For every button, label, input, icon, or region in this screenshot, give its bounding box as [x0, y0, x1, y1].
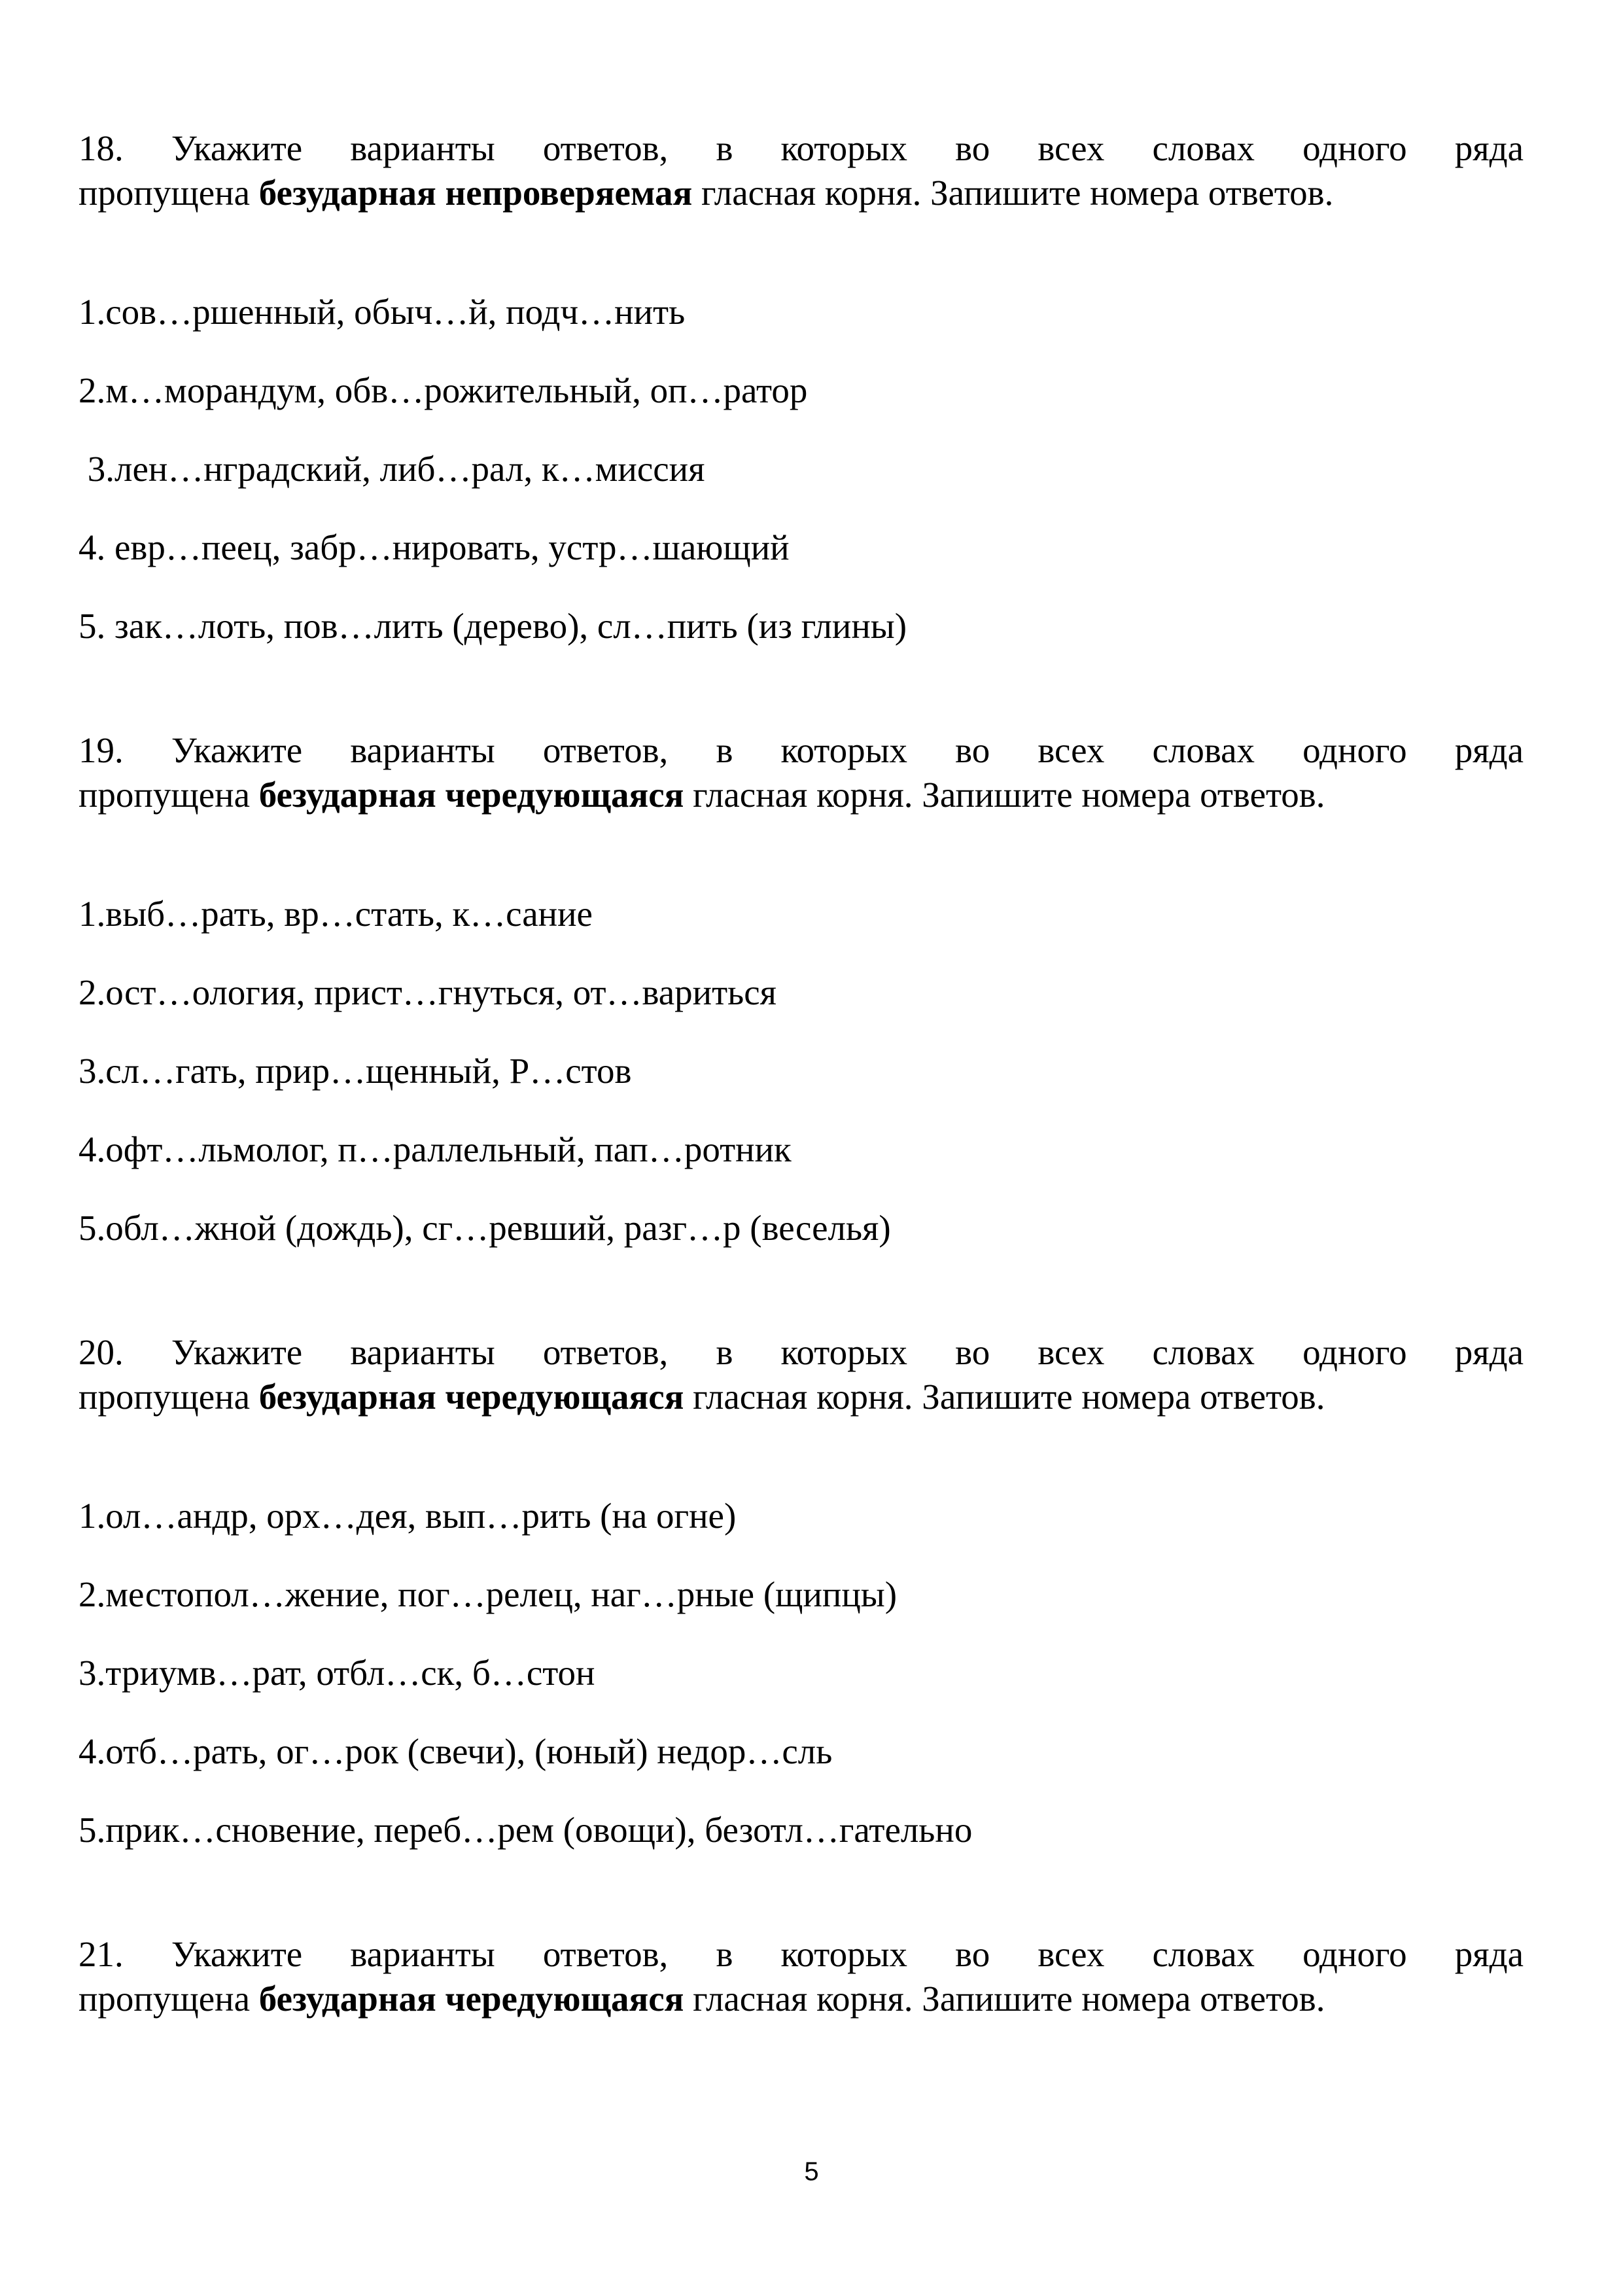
task-20-option-2: 2.местопол…жение, пог…релец, наг…рные (щипцы)	[79, 1574, 898, 1614]
page-number: 5	[804, 2157, 819, 2186]
task-19-bold-term: безударная чередующаяся	[258, 775, 684, 815]
task-20-option-5: 5.прик…сновение, переб…рем (овощи), безотл…гательно	[79, 1810, 973, 1850]
task-21-prefix: пропущена	[79, 1979, 259, 2019]
task-19-instruction-line2	[79, 773, 1524, 817]
task-19-instruction-line1: 19. Укажите варианты ответов, в которых во всех словах одного ряда	[79, 730, 1524, 770]
task-18-option-1: 1.сов…ршенный, обыч…й, подч…нить	[79, 292, 686, 332]
task-18-prefix: пропущена	[79, 173, 259, 213]
task-20-option-3: 3.триумв…рат, отбл…ск, б…стон	[79, 1653, 595, 1693]
task-18-instruction-line2	[79, 171, 1524, 215]
task-18-instruction-line1: 18. Укажите варианты ответов, в которых во всех словах одного ряда	[79, 128, 1524, 168]
task-20-suffix: гласная корня. Запишите номера ответов.	[684, 1377, 1325, 1417]
task-19-option-2: 2.ост…ология, прист…гнуться, от…вариться	[79, 972, 777, 1012]
task-19-option-4: 4.офт…льмолог, п…раллельный, пап…ротник	[79, 1129, 792, 1169]
task-20-option-1: 1.ол…андр, орх…дея, вып…рить (на огне)	[79, 1496, 737, 1536]
task-19-prefix: пропущена	[79, 775, 259, 815]
task-20-prefix: пропущена	[79, 1377, 259, 1417]
task-18-option-2: 2.м…морандум, обв…рожительный, оп…ратор	[79, 370, 808, 410]
task-18-option-3: 3.лен…нградский, либ…рал, к…миссия	[79, 449, 705, 489]
task-21-instruction-line1: 21. Укажите варианты ответов, в которых во всех словах одного ряда	[79, 1934, 1524, 1974]
task-20-instruction-line2	[79, 1375, 1524, 1419]
task-21-suffix: гласная корня. Запишите номера ответов.	[684, 1979, 1325, 2019]
task-20-instruction-line1: 20. Укажите варианты ответов, в которых во всех словах одного ряда	[79, 1332, 1524, 1372]
task-18-option-5: 5. зак…лоть, пов…лить (дерево), сл…пить (из глины)	[79, 606, 907, 646]
task-19-option-3: 3.сл…гать, прир…щенный, Р…стов	[79, 1051, 632, 1091]
task-21-instruction-line2	[79, 1977, 1524, 2021]
task-20-option-4: 4.отб…рать, ог…рок (свечи), (юный) недор…сль	[79, 1731, 833, 1771]
task-19-suffix: гласная корня. Запишите номера ответов.	[684, 775, 1325, 815]
task-18-option-4: 4. евр…пеец, забр…нировать, устр…шающий	[79, 527, 790, 567]
task-19-option-1: 1.выб…рать, вр…стать, к…сание	[79, 894, 593, 934]
task-21-bold-term: безударная чередующаяся	[258, 1979, 684, 2019]
task-18-bold-term: безударная непроверяемая	[258, 173, 693, 213]
task-18-suffix: гласная корня. Запишите номера ответов.	[692, 173, 1334, 213]
task-19-option-5: 5.обл…жной (дождь), сг…ревший, разг…р (веселья)	[79, 1208, 891, 1248]
task-20-bold-term: безударная чередующаяся	[258, 1377, 684, 1417]
